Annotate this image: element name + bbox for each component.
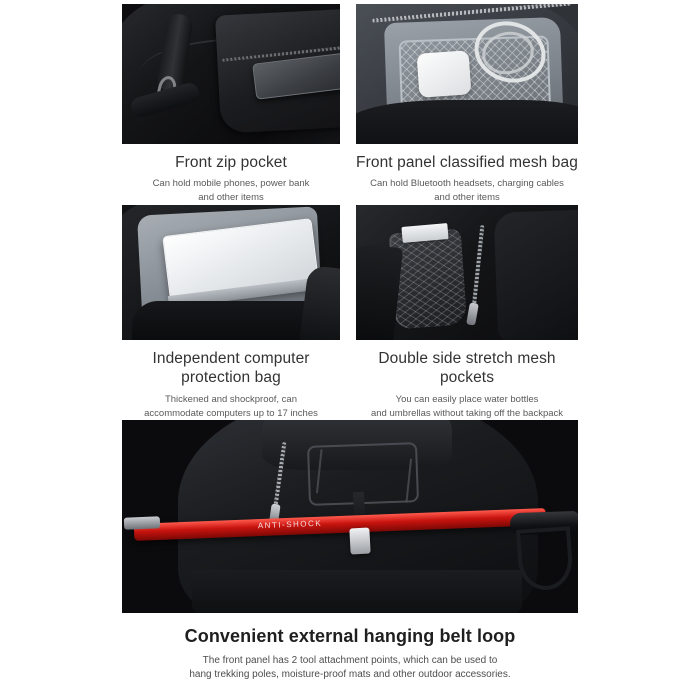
caption-title: Double side stretch mesh pockets: [378, 350, 556, 387]
caption-title: Front panel classified mesh bag: [356, 154, 578, 171]
feature-computer-protection-bag: [122, 205, 340, 420]
photo-external-hanging-belt-loop: [122, 420, 578, 613]
caption-subtitle: [370, 177, 564, 205]
stretch-mesh-pocket: [389, 229, 468, 330]
caption-title: [152, 349, 309, 388]
caption-subtitle-line2: and other items: [434, 192, 500, 204]
earbud-case-object: [417, 50, 472, 98]
caption-subtitle-line2: hang trekking poles, moisture-proof mats and other outdoor accessories.: [189, 669, 511, 680]
caption-subtitle-line1: Can hold Bluetooth headsets, charging cables: [370, 178, 564, 190]
trekking-pole-label: ANTI-SHOCK: [257, 518, 323, 531]
caption-title-line1: Independent computer: [152, 350, 310, 367]
feature-side-stretch-mesh-pockets: [356, 205, 578, 420]
photo-side-stretch-mesh-pockets: [356, 205, 578, 340]
caption-subtitle: [153, 177, 310, 205]
photo-computer-protection-bag: [122, 205, 340, 340]
caption-subtitle-line1: Can hold mobile phones, power bank: [152, 178, 310, 190]
caption-subtitle-line2: and other items: [198, 192, 264, 204]
caption-subtitle-line2: and umbrellas without taking off the backpack: [370, 407, 564, 419]
trekking-pole-tip: [124, 516, 160, 529]
backpack-base: [192, 570, 522, 613]
caption-subtitle-line1: You can easily place water bottles: [395, 393, 539, 405]
backpack-front-panel: [494, 209, 578, 340]
caption-title-line2: protection bag: [181, 369, 281, 387]
caption-subtitle-line2: accommodate computers up to 17 inches: [144, 407, 318, 419]
feature-front-panel-mesh-bag: [356, 4, 578, 205]
caption-subtitle: [371, 393, 563, 421]
caption-subtitle: [144, 393, 318, 421]
attachment-buckle: [349, 527, 370, 554]
caption-title: Front zip pocket: [175, 154, 287, 171]
feature-external-hanging-belt-loop: [122, 420, 578, 683]
photo-front-panel-mesh-bag: [356, 4, 578, 144]
caption-title: Convenient external hanging belt loop: [184, 626, 516, 646]
feature-front-zip-pocket: [122, 4, 340, 205]
caption-subtitle-line1: The front panel has 2 tool attachment points, which can be used to: [202, 654, 498, 666]
photo-front-zip-pocket: [122, 4, 340, 144]
caption-subtitle-line1: Thickened and shockproof, can: [164, 393, 297, 405]
caption-subtitle: [189, 654, 510, 683]
backpack-edge: [356, 100, 578, 144]
